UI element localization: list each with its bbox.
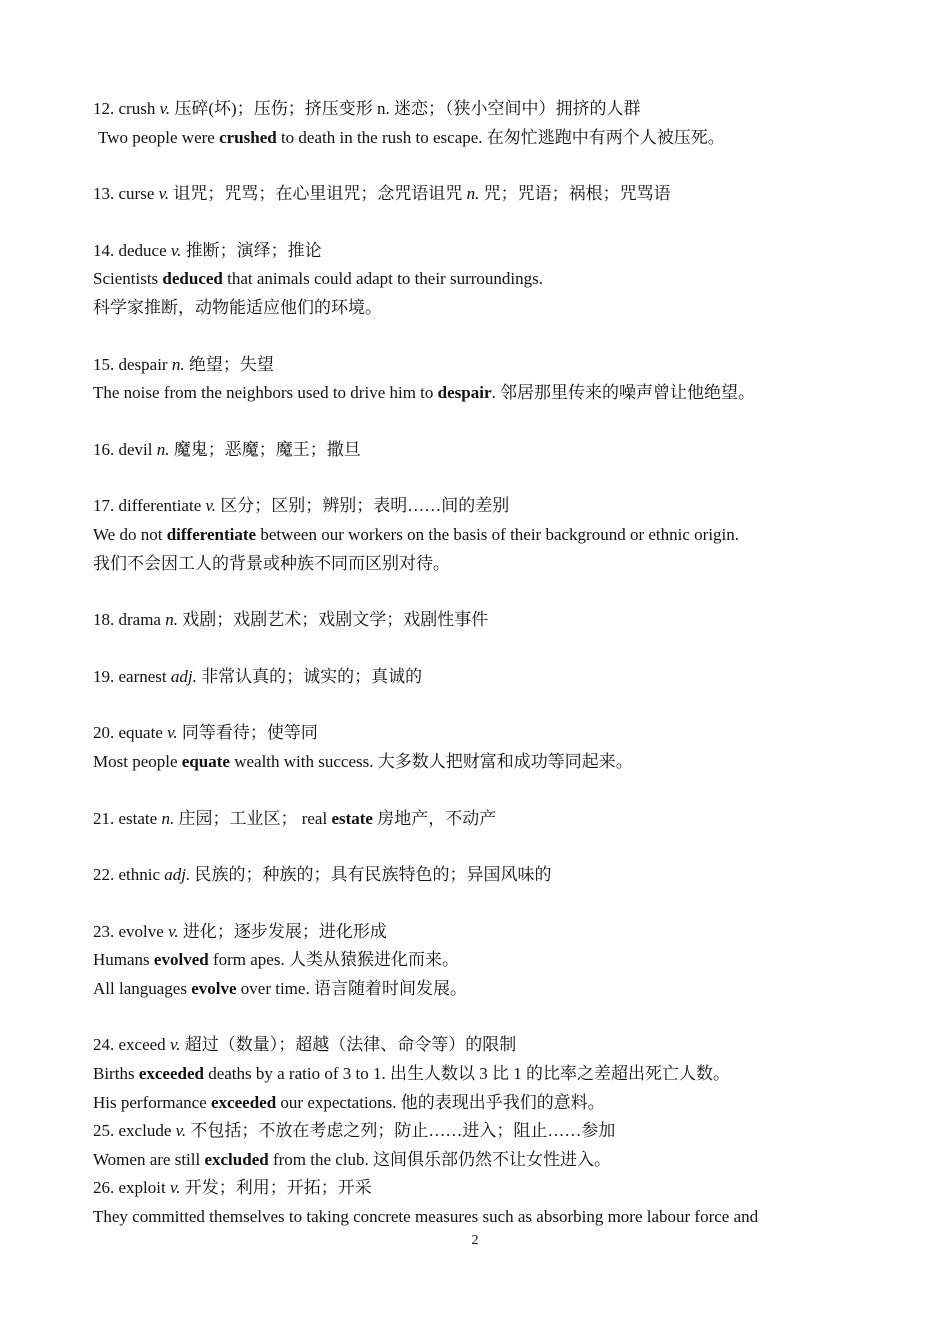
- entry-15-headword: 15. despair n. 绝望；失望: [93, 354, 274, 374]
- entry-16-headword: 16. devil n. 魔鬼；恶魔；魔王；撒旦: [93, 439, 361, 459]
- entry-23-example-1: Humans evolved form apes. 人类从猿猴进化而来。: [93, 950, 459, 970]
- entry-18-headword: 18. drama n. 戏剧；戏剧艺术；戏剧文学；戏剧性事件: [93, 610, 489, 630]
- entry-24-headword: 24. exceed v. 超过（数量）；超越（法律、命令等）的限制: [93, 1035, 517, 1055]
- entry-14-translation: 科学家推断，动物能适应他们的环境。: [93, 297, 382, 317]
- entry-24-example-1: Births exceeded deaths by a ratio of 3 to 1. 出生人数以 3 比 1 的比率之差超出死亡人数。: [93, 1064, 730, 1084]
- entry-17-translation: 我们不会因工人的背景或种族不同而区别对待。: [93, 553, 450, 573]
- vocabulary-list: [93, 95, 873, 1232]
- entry-15-example: The noise from the neighbors used to drive him to despair. 邻居那里传来的噪声曾让他绝望。: [93, 383, 756, 403]
- entry-14-example: Scientists deduced that animals could adapt to their surroundings.: [93, 269, 543, 289]
- entry-17-headword: 17. differentiate v. 区分；区别；辨别；表明……间的差别: [93, 496, 510, 516]
- entry-14-headword: 14. deduce v. 推断；演绎；推论: [93, 240, 322, 260]
- entry-17-example: We do not differentiate between our workers on the basis of their background or ethnic origin.: [93, 524, 740, 544]
- entry-26-headword: 26. exploit v. 开发；利用；开拓；开采: [93, 1178, 372, 1198]
- page-number: 2: [471, 1233, 479, 1248]
- entry-25-example: Women are still excluded from the club. 这间俱乐部仍然不让女性进入。: [93, 1149, 612, 1169]
- entry-13-headword: 13. curse v. 诅咒；咒骂；在心里诅咒；念咒语诅咒 n. 咒；咒语；祸根；咒骂语: [93, 184, 671, 204]
- entry-12-headword: 12. crush v. 压碎(坏)；压伤；挤压变形 n. 迷恋；（狭小空间中）拥挤的人群: [93, 99, 641, 118]
- entry-26-example: They committed themselves to taking concrete measures such as absorbing more labour force and: [93, 1207, 759, 1227]
- entry-22-headword: 22. ethnic adj. 民族的；种族的；具有民族特色的；异国风味的: [93, 865, 552, 885]
- entry-23-example-2: All languages evolve over time. 语言随着时间发展。: [93, 978, 467, 998]
- entry-25-headword: 25. exclude v. 不包括；不放在考虑之列；防止……进入；阻止……参加: [93, 1121, 616, 1141]
- entry-24-example-2: His performance exceeded our expectations. 他的表现出乎我们的意料。: [93, 1092, 605, 1112]
- entry-19-headword: 19. earnest adj. 非常认真的；诚实的；真诚的: [93, 666, 423, 686]
- entry-23-headword: 23. evolve v. 进化；逐步发展；进化形成: [93, 921, 387, 941]
- entry-20-example: Most people equate wealth with success. 大多数人把财富和成功等同起来。: [93, 751, 633, 771]
- entry-12-example: Two people were crushed to death in the rush to escape. 在匆忙逃跑中有两个人被压死。: [98, 127, 725, 147]
- entry-20-headword: 20. equate v. 同等看待；使等同: [93, 723, 318, 743]
- entry-21-headword: 21. estate n. 庄园；工业区； real estate 房地产，不动产: [93, 808, 497, 828]
